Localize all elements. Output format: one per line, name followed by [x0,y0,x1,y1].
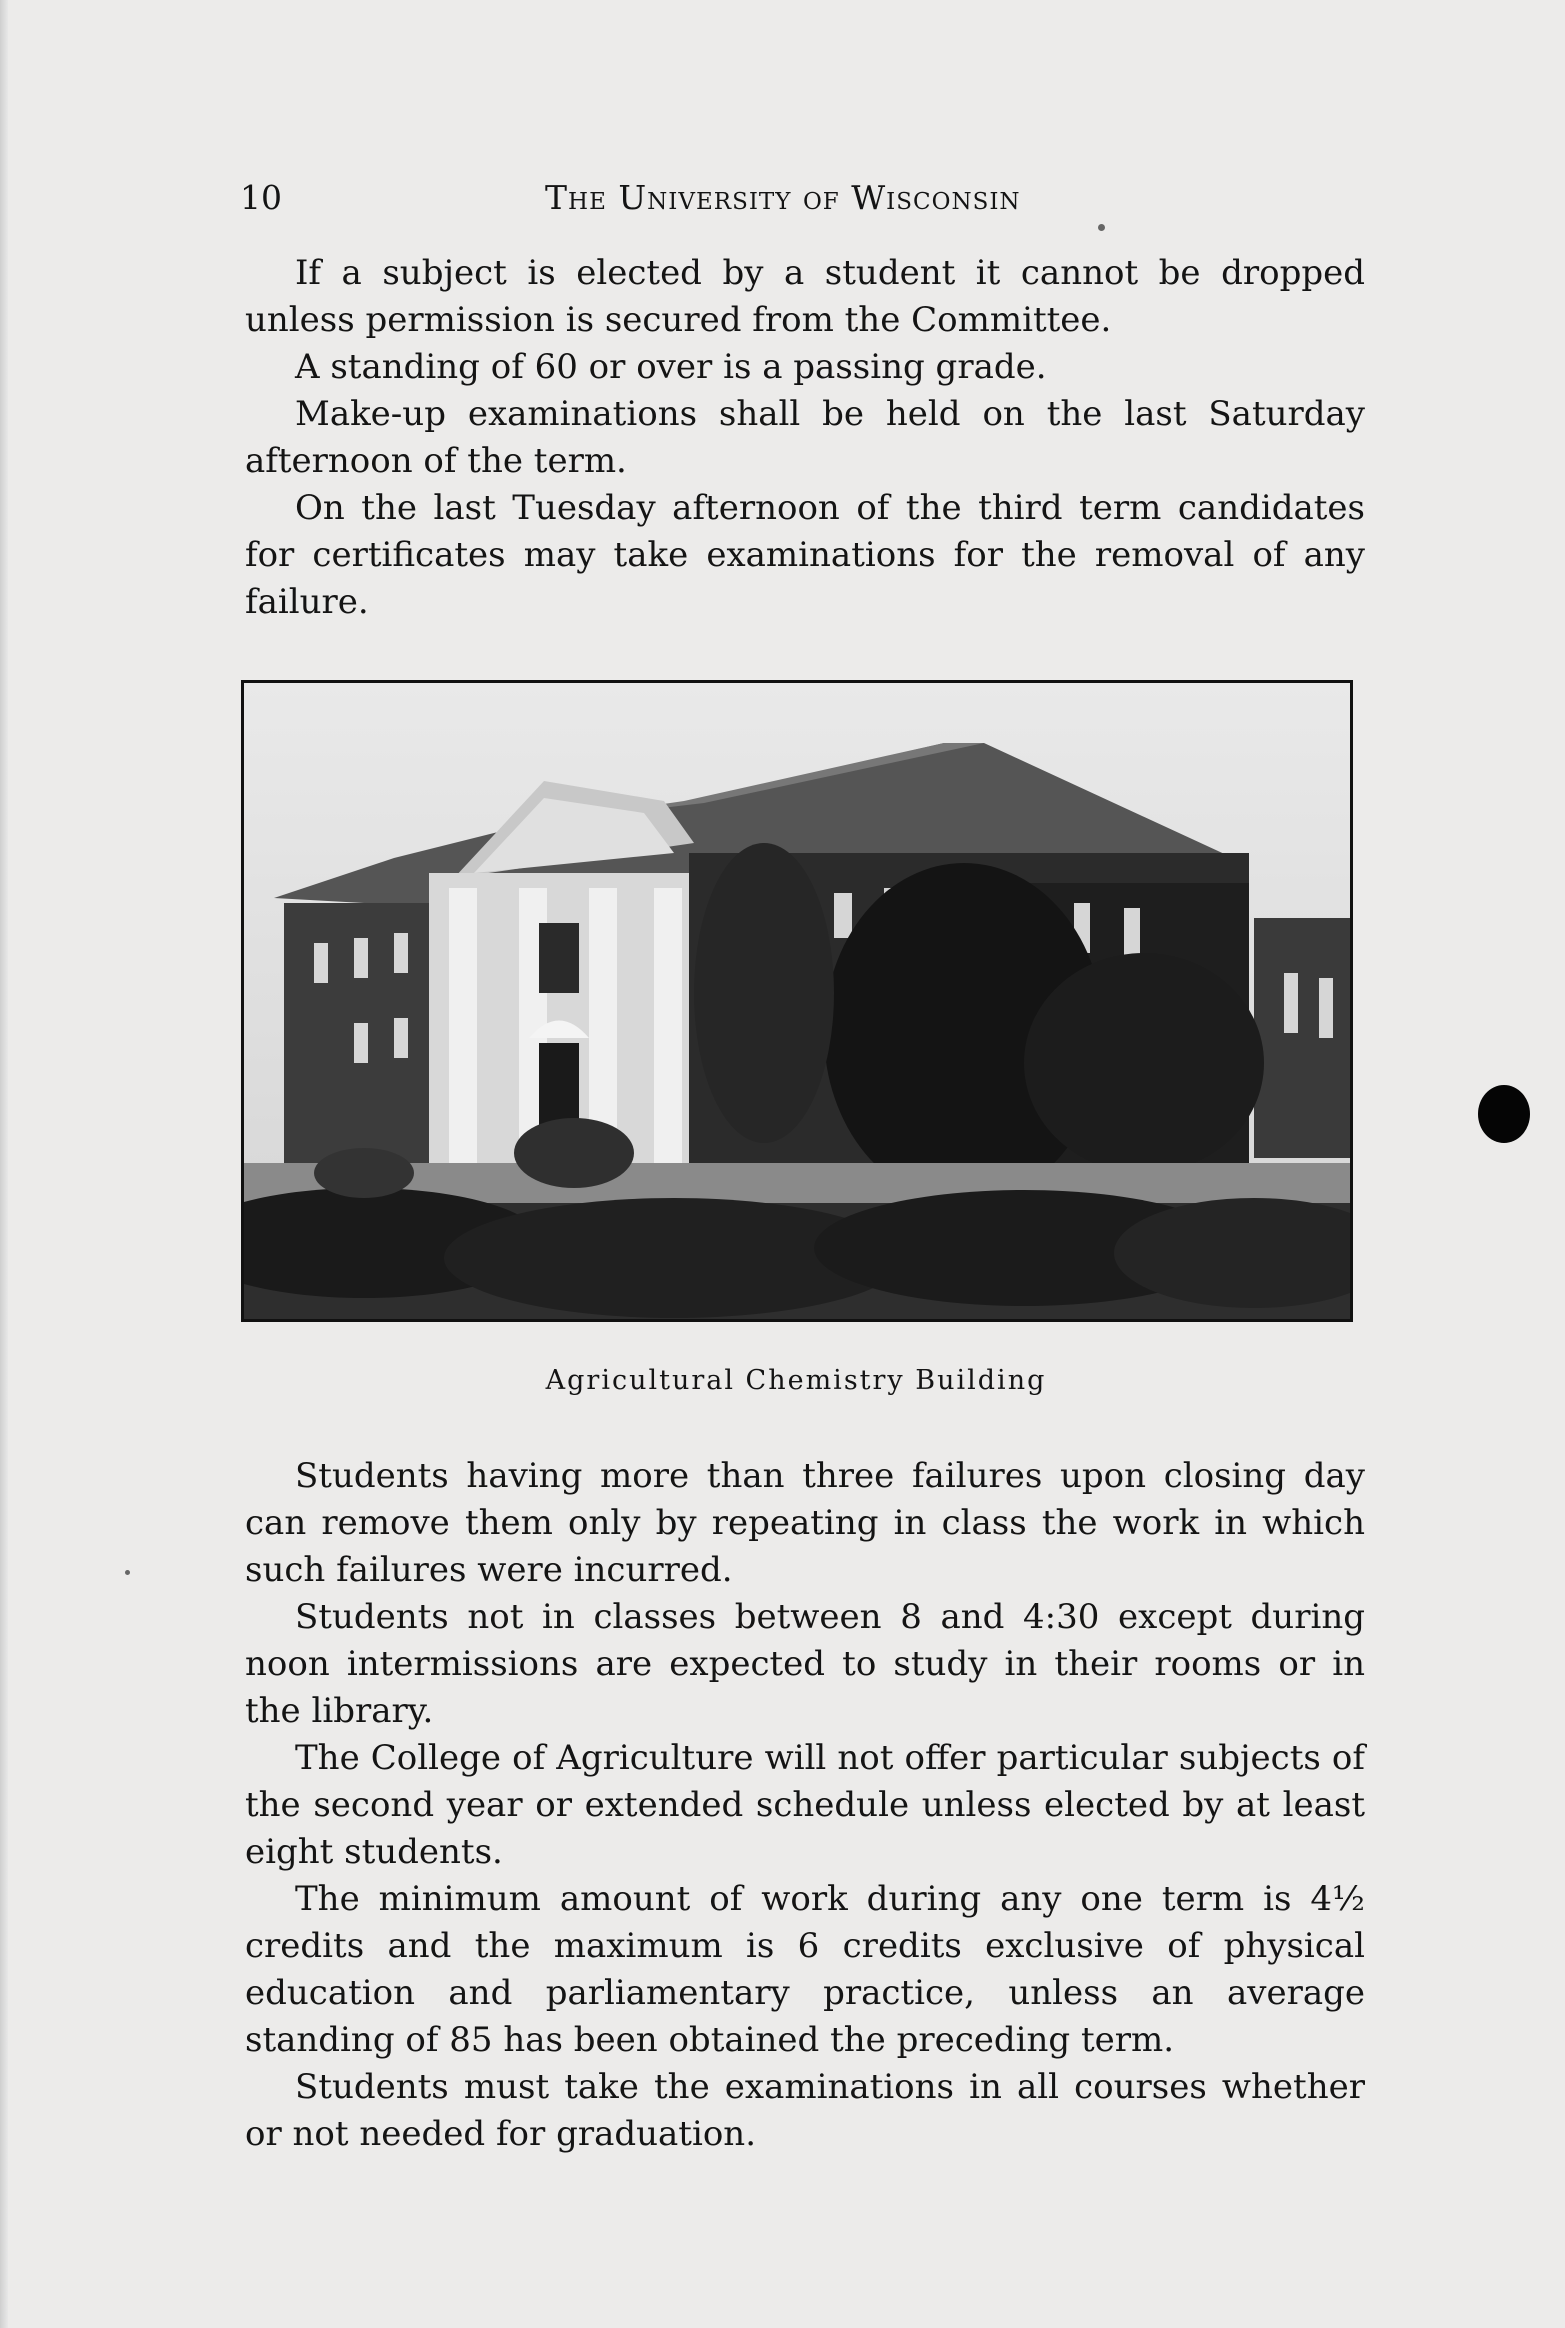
paragraph: The minimum amount of work during any one term is 4½ credits and the maximum is 6 credits exclusive of physical education and parliamentary practice, unless an average standing of 85 has been obtained the preceding term. [245,1879,1365,2060]
running-head: The University of Wisconsin [545,178,1021,217]
page-header [240,178,1240,226]
paragraph: The College of Agriculture will not offer particular subjects of the second year or extended schedule unless elected by at least eight students. [245,1738,1365,1872]
paragraph: A standing of 60 or over is a passing grade. [295,347,1047,387]
paragraph: Students having more than three failures upon closing day can remove them only by repeating in class the work in which such failures were incurred. [245,1456,1365,1590]
dust-speck [1098,224,1105,231]
paragraph: If a subject is elected by a student it cannot be dropped unless permission is secured from the Committee. [245,253,1365,340]
page-edge [0,0,8,2328]
page-number: 10 [240,178,282,217]
paragraph: Make-up examinations shall be held on the last Saturday afternoon of the term. [245,394,1365,481]
paragraph: On the last Tuesday afternoon of the third term candidates for certificates may take examinations for the removal of any failure. [245,488,1365,622]
building-photo [241,680,1353,1322]
top-text-block [245,250,1365,626]
building-illustration [244,683,1350,1319]
paragraph: Students not in classes between 8 and 4:30 except during noon intermissions are expected to study in their rooms or in the library. [245,1597,1365,1731]
paragraph: Students must take the examinations in all courses whether or not needed for graduation. [245,2067,1365,2154]
dust-speck [125,1570,130,1575]
punch-hole [1478,1085,1530,1143]
figure-caption: Agricultural Chemistry Building [545,1365,1047,1396]
bottom-text-block [245,1453,1365,2158]
